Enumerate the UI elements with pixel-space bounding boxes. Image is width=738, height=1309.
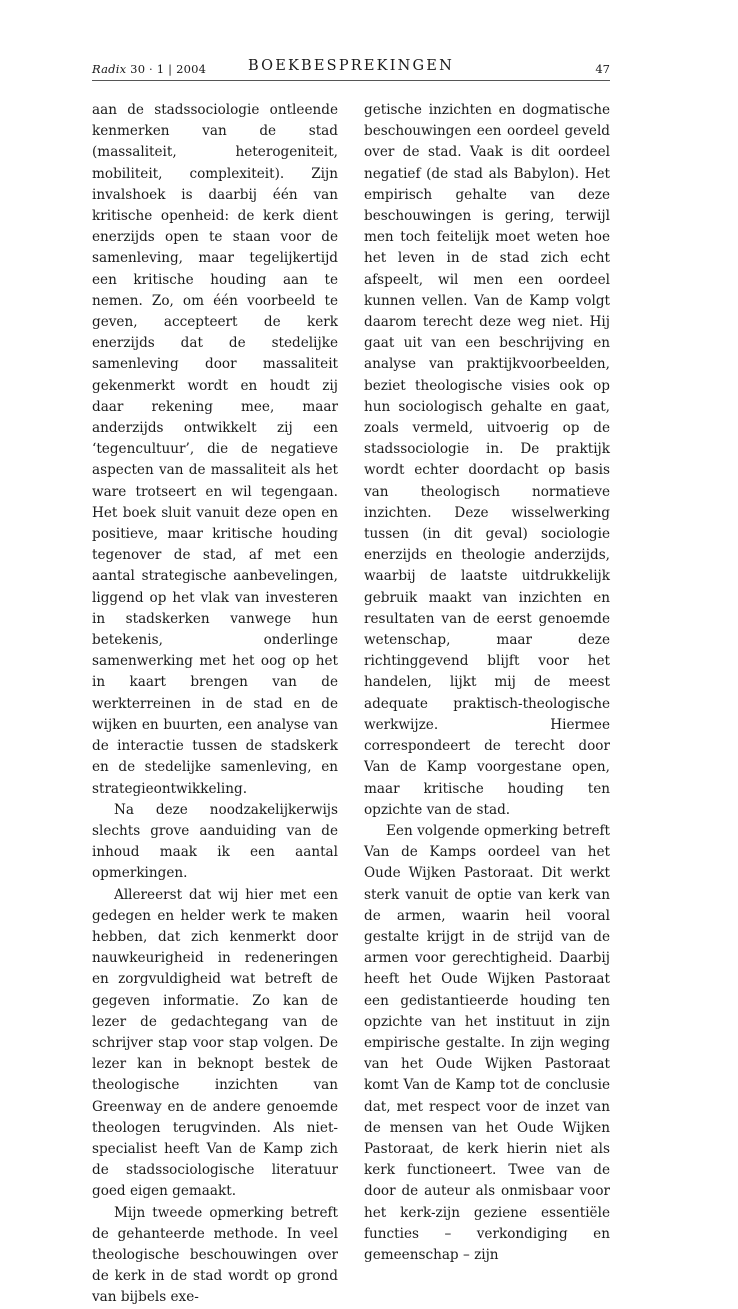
paragraph: Een volgende opmerking betreft Van de Kamps oordeel van het Oude Wijken Pastoraat. Dit werkt sterk vanuit de optie van kerk van de armen, waarin heil vooral gestalte krijgt in de strijd van de armen voor gerechtigheid. Daarbij heeft het Oude Wijken Pastoraat een gedistantieerde houding ten opzichte van het instituut in zijn empirische gestalte. In zijn weging van het Oude Wijken Pastoraat komt Van de Kamp tot de conclusie dat, met respect voor de inzet van de mensen van het Oude Wijken Pastoraat, de kerk hierin niet als kerk functioneert. Twee van de door de auteur als onmisbaar voor het kerk-zijn geziene essentiële functies – verkondiging en gemeenschap – zijn [364, 822, 610, 1263]
journal-name: Radix [92, 62, 127, 76]
section-title: BOEKBESPREKINGEN [248, 58, 454, 74]
right-column [364, 100, 610, 1266]
paragraph: Mijn tweede opmerking betreft de gehanteerde methode. In veel theologische beschouwingen over de kerk in de stad wordt op grond van bijbels exe- [92, 1204, 338, 1306]
left-column [92, 100, 338, 1309]
page-number: 47 [595, 62, 610, 76]
paragraph: getische inzichten en dogmatische beschouwingen een oordeel geveld over de stad. Vaak is dit oordeel negatief (de stad als Babylon). Het empirisch gehalte van deze beschouwingen is gering, terwijl men toch feitelijk moet weten hoe het leven in de stad zich echt afspeelt, wil men een oordeel kunnen vellen. Van de Kamp volgt daarom terecht deze weg niet. Hij gaat uit van een beschrijving en analyse van praktijkvoorbeelden, beziet theologische visies ook op hun sociologisch gehalte en gaat, zoals vermeld, uitvoerig op de stadssociologie in. De praktijk wordt echter doordacht op basis van theologisch normatieve inzichten. Deze wisselwerking tussen (in dit geval) sociologie enerzijds en theologie anderzijds, waarbij de laatste uitdrukkelijk gebruik maakt van inzichten en resultaten van de eerst genoemde wetenschap, maar deze richtinggevend blijft voor het handelen, lijkt mij de meest adequate praktisch-theologische werkwijze. Hiermee correspondeert de terecht door Van de Kamp voorgestane open, maar kritische houding ten opzichte van de stad. [364, 102, 610, 818]
paragraph: aan de stadssociologie ontleende kenmerken van de stad (massaliteit, heterogeniteit, mobiliteit, complexiteit). Zijn invalshoek is daarbij één van kritische openheid: de kerk dient enerzijds open te staan voor de samenleving, maar tegelijkertijd een kritische houding aan te nemen. Zo, om één voorbeeld te geven, accepteert de kerk enerzijds dat de stedelijke samenleving door massaliteit gekenmerkt wordt en houdt zij daar rekening mee, maar anderzijds ontwikkelt zij een ‘tegencultuur’, die de negatieve aspecten van de massaliteit als het ware trotseert en wil tegengaan. Het boek sluit vanuit deze open en positieve, maar kritische houding tegenover de stad, af met een aantal strategische aanbevelingen, liggend op het vlak van investeren in stadskerken vanwege hun betekenis, onderlinge samenwerking met het oog op het in kaart brengen van de werkterreinen in de stad en de wijken en buurten, een analyse van de interactie tussen de stadskerk en de stedelijke samenleving, en strategieontwikkeling. [92, 102, 338, 797]
paragraph: Na deze noodzakelijkerwijs slechts grove aanduiding van de inhoud maak ik een aantal opmerkingen. [92, 801, 338, 882]
running-header [92, 58, 610, 80]
journal-issue: 30 · 1 | 2004 [130, 62, 207, 76]
header-rule [92, 80, 610, 81]
paragraph: Allereerst dat wij hier met een gedegen en helder werk te maken hebben, dat zich kenmerkt door nauwkeurigheid in redeneringen en zorgvuldigheid wat betreft de gegeven informatie. Zo kan de lezer de gedachtegang van de schrijver stap voor stap volgen. De lezer kan in beknopt bestek de theologische inzichten van Greenway en de andere genoemde theologen terugvinden. Als niet-specialist heeft Van de Kamp zich de stadssociologische literatuur goed eigen gemaakt. [92, 886, 338, 1200]
